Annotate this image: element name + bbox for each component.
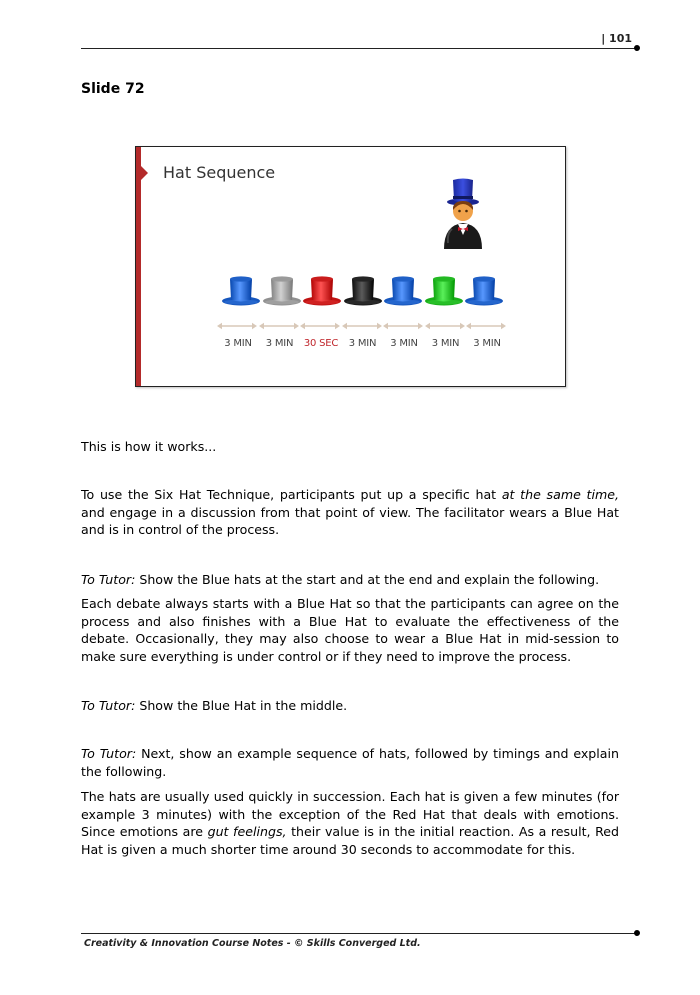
timing-label: 3 MIN — [224, 338, 252, 349]
blue-hat-icon — [382, 275, 424, 307]
timing-item — [425, 322, 467, 349]
timing-item — [383, 322, 425, 349]
header-rule-dot — [634, 45, 640, 51]
slide-accent-arrow-icon — [141, 166, 148, 180]
slide-label: Slide 72 — [81, 81, 145, 97]
double-arrow-icon — [259, 322, 299, 330]
double-arrow-icon — [425, 322, 465, 330]
timing-item — [217, 322, 259, 349]
timing-label: 30 SEC — [303, 338, 339, 349]
timing-label: 3 MIN — [348, 338, 377, 349]
timing-label: 3 MIN — [473, 338, 501, 349]
double-arrow-icon — [383, 322, 423, 330]
footer-text: Creativity & Innovation Course Notes - © Skills Converged Ltd. — [84, 938, 421, 949]
paragraph-hat-timings: The hats are usually used quickly in succession. Each hat is given a few minutes (for example 3 minutes) with the exception of the Red Hat that deals with emotions. Since emotions are gut feelings, their value is in the initial reaction. As a result, Red Hat is given a much shorter time around 30 seconds to accommodate for this. — [81, 789, 619, 857]
timing-item — [342, 322, 384, 349]
slide-title: Hat Sequence — [163, 163, 276, 182]
timing-label: 3 MIN — [265, 338, 294, 349]
slide-accent-bar — [136, 147, 141, 386]
slide-figure — [135, 146, 566, 387]
footer-rule-dot — [634, 930, 640, 936]
tutor-note-hat-sequence: To Tutor: Next, show an example sequence of hats, followed by timings and explain the following. — [81, 746, 619, 779]
tutor-note-blue-hats: To Tutor: Show the Blue hats at the start and at the end and explain the following. — [81, 572, 600, 587]
facilitator-icon — [438, 177, 488, 249]
paragraph-six-hat-technique: To use the Six Hat Technique, participants put up a specific hat at the same time, and engage in a discussion from that point of view. The facilitator wears a Blue Hat and is in control of the process. — [81, 487, 619, 537]
timing-label: 3 MIN — [390, 338, 418, 349]
paragraph-blue-hat: Each debate always starts with a Blue Hat so that the participants can agree on the process and also finishes with a Blue Hat to evaluate the effectiveness of the debate. Occasionally, they may also choose to wear a Blue Hat in mid-session to make sure everything is under control or if they need to improve the process. — [81, 596, 619, 664]
black-hat-icon — [342, 275, 384, 307]
page-number: | 101 — [601, 32, 632, 45]
double-arrow-icon — [342, 322, 382, 330]
intro-text: This is how it works... — [81, 439, 217, 454]
header-rule — [81, 48, 637, 49]
blue-hat-icon — [220, 275, 262, 307]
timing-item — [466, 322, 508, 349]
tutor-note-blue-hat-middle: To Tutor: Show the Blue Hat in the middle. — [81, 698, 348, 713]
double-arrow-icon — [466, 322, 506, 330]
white-hat-icon — [261, 275, 303, 307]
timing-item — [259, 322, 301, 349]
footer-rule — [81, 933, 637, 934]
timing-label: 3 MIN — [431, 338, 460, 349]
green-hat-icon — [423, 275, 465, 307]
red-hat-icon — [301, 275, 343, 307]
double-arrow-icon — [217, 322, 257, 330]
timing-sequence — [217, 322, 507, 358]
timing-item — [300, 322, 342, 349]
blue-hat-icon — [463, 275, 505, 307]
double-arrow-icon — [300, 322, 340, 330]
